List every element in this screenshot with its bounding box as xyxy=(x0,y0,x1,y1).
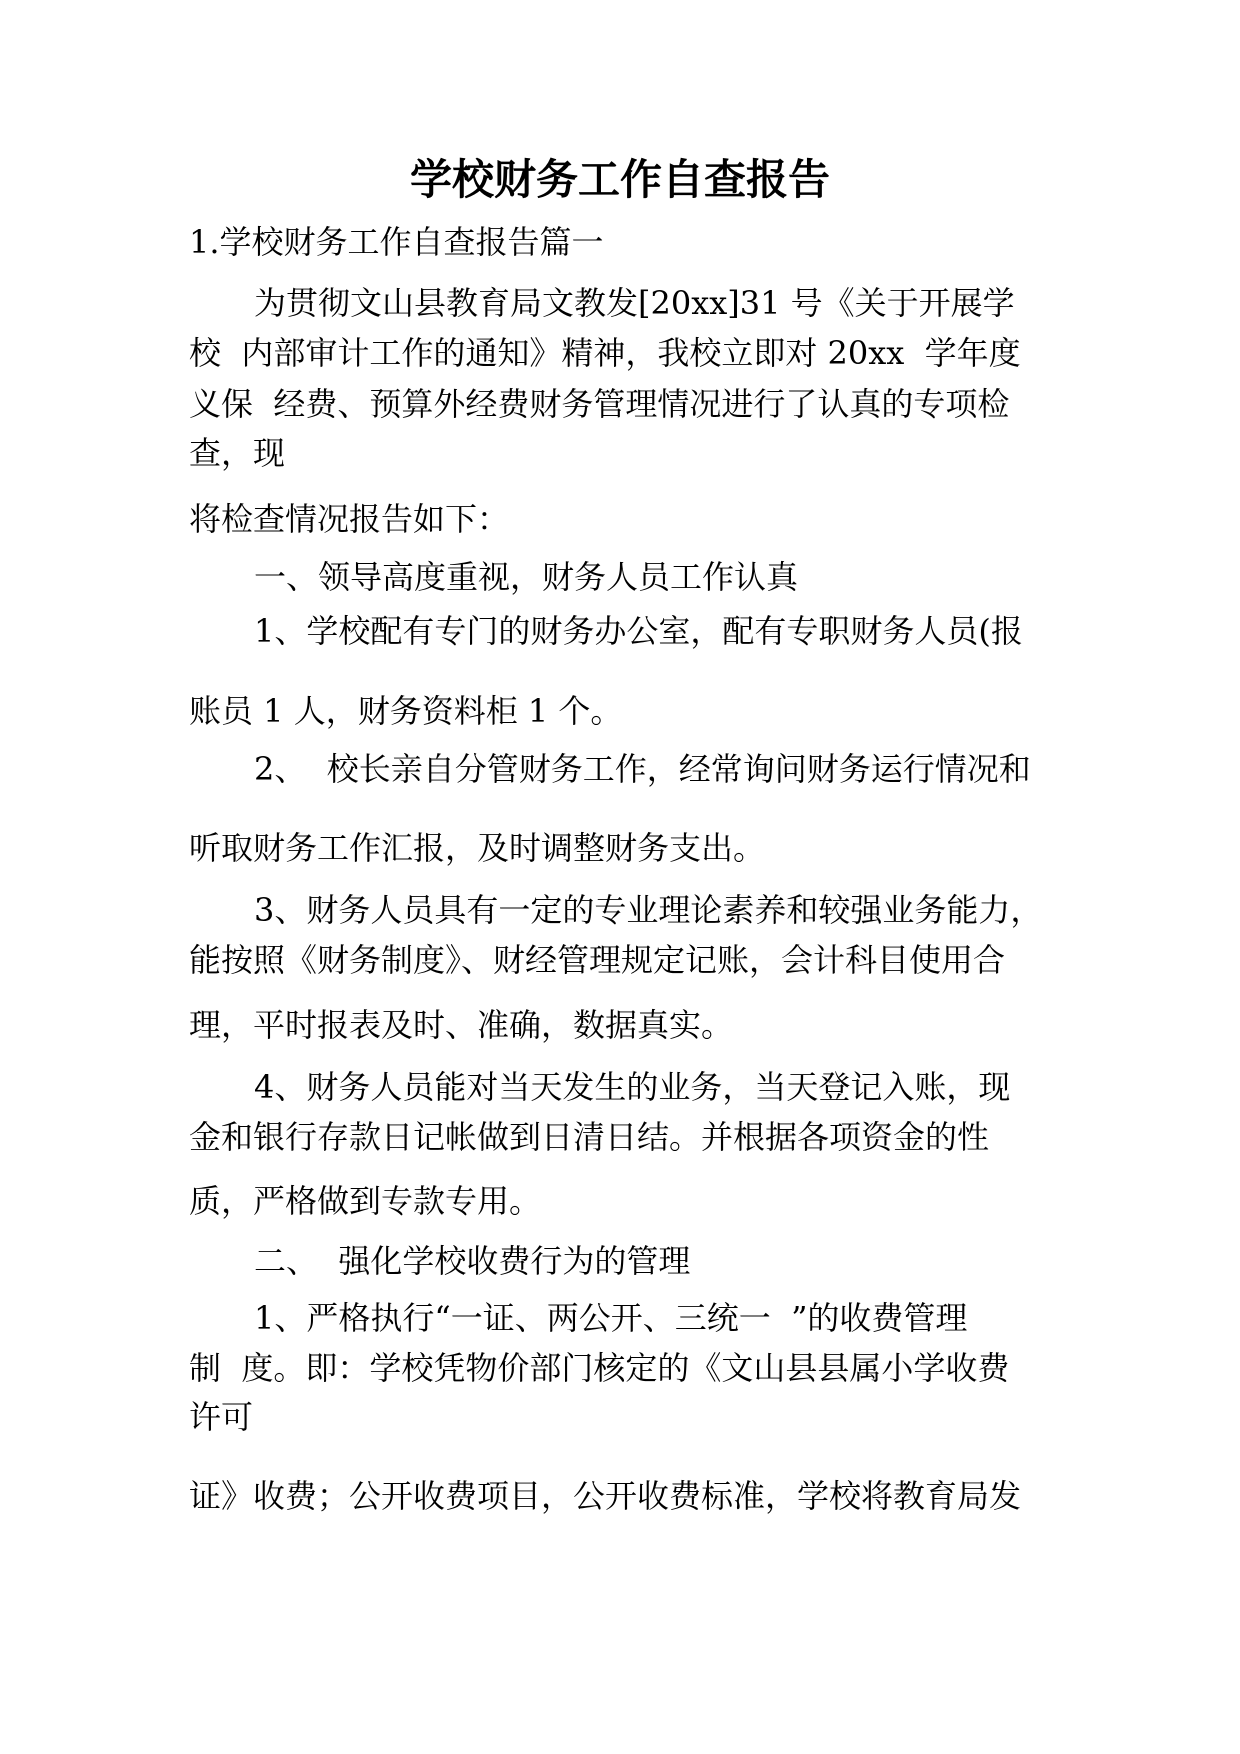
section-heading: 一、领导高度重视，财务人员工作认真 xyxy=(254,558,799,596)
paragraph-line: 1、严格执行“一证、两公开、三统一 ”的收费管理 xyxy=(254,1299,968,1337)
paragraph-line: 3、财务人员具有一定的专业理论素养和较强业务能力， xyxy=(254,891,1043,929)
paragraph-line: 金和银行存款日记帐做到日清日结。并根据各项资金的性 xyxy=(189,1118,990,1156)
paragraph-line: 查，现 xyxy=(189,434,286,472)
paragraph-line: 听取财务工作汇报，及时调整财务支出。 xyxy=(189,829,766,867)
section-heading-1: 1.学校财务工作自查报告篇一 xyxy=(189,223,604,261)
paragraph-line: 质，严格做到专款专用。 xyxy=(189,1182,542,1220)
paragraph-line: 将检查情况报告如下： xyxy=(189,500,510,538)
paragraph-line: 义保 经费、预算外经费财务管理情况进行了认真的专项检 xyxy=(189,385,1010,423)
paragraph-line: 能按照《财务制度》、财经管理规定记账，会计科目使用合 xyxy=(189,941,1006,979)
paragraph-line: 为贯彻文山县教育局文教发[20xx]31 号《关于开展学 xyxy=(254,284,1015,322)
section-heading: 二、 强化学校收费行为的管理 xyxy=(254,1242,691,1280)
paragraph-line: 2、 校长亲自分管财务工作，经常询问财务运行情况和 xyxy=(254,750,1031,788)
paragraph-line: 理，平时报表及时、准确，数据真实。 xyxy=(189,1006,734,1044)
paragraph-line: 1、学校配有专门的财务办公室，配有专职财务人员(报 xyxy=(254,612,1023,650)
paragraph-line: 校 内部审计工作的通知》精神，我校立即对 20xx 学年度 xyxy=(189,334,1021,372)
paragraph-line: 制 度。即：学校凭物价部门核定的《文山县县属小学收费 xyxy=(189,1349,1010,1387)
paragraph-line: 4、财务人员能对当天发生的业务，当天登记入账，现 xyxy=(254,1068,1011,1106)
paragraph-line: 许可 xyxy=(189,1398,254,1436)
paragraph-line: 账员 1 人，财务资料柜 1 个。 xyxy=(189,692,623,730)
paragraph-line: 证》收费；公开收费项目，公开收费标准，学校将教育局发 xyxy=(189,1477,1022,1515)
document-title: 学校财务工作自查报告 xyxy=(409,155,830,204)
